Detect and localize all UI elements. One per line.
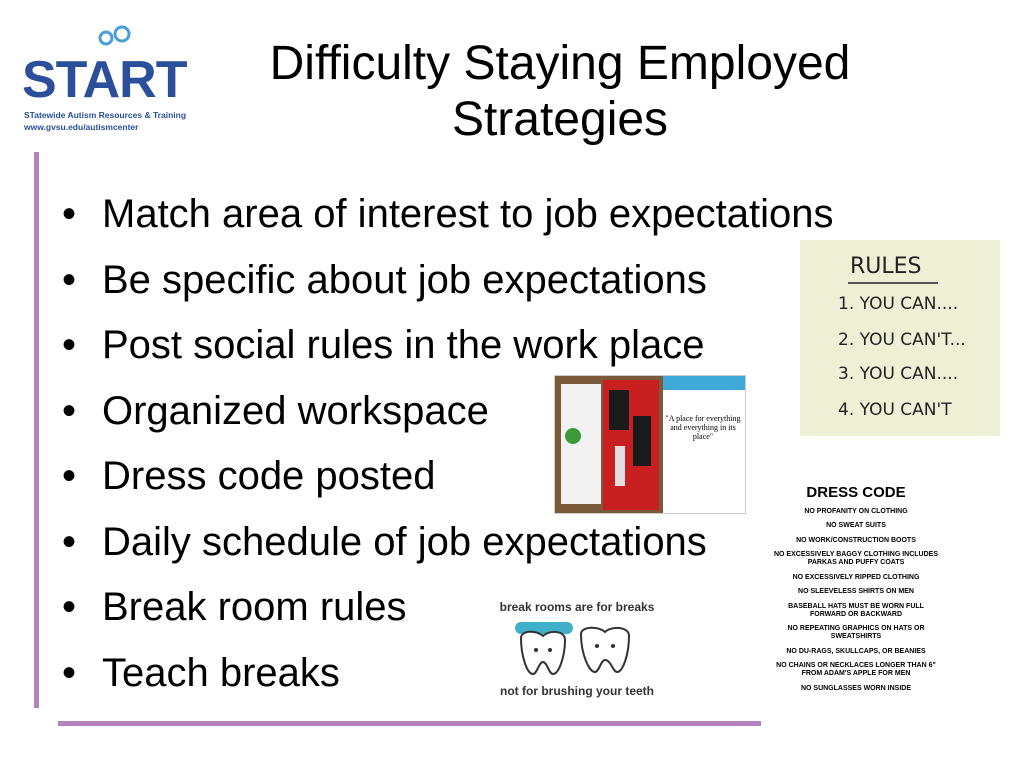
teeth-icon [507, 616, 647, 682]
horizontal-accent-bar [58, 721, 761, 726]
dress-code-rule: BASEBALL HATS MUST BE WORN FULL FORWARD OR BACKWARD [788, 602, 924, 618]
title-line-2: Strategies [451, 93, 669, 146]
organized-caption: "A place for everything and everything in its place" [665, 414, 741, 441]
dress-code-rule: NO PROFANITY ON CLOTHING [804, 507, 908, 515]
dress-code-rule: NO SLEEVELESS SHIRTS ON MEN [798, 588, 914, 595]
dress-code-rule: NO CHAINS OR NECKLACES LONGER THAN 6" FROM ADAM'S APPLE FOR MEN [776, 662, 936, 677]
vertical-accent-bar [34, 152, 39, 708]
dress-code-rule: NO SWEAT SUITS [826, 522, 886, 529]
dress-code-rule: NO REPEATING GRAPHICS ON HATS OR SWEATSHIRTS [787, 625, 925, 640]
break-room-bottom-text: not for brushing your teeth [500, 684, 654, 698]
organized-workspace-image [554, 375, 746, 514]
dress-code-poster-image [772, 480, 940, 716]
dress-code-rule: NO EXCESSIVELY BAGGY CLOTHING INCLUDES PARKAS AND PUFFY COATS [773, 551, 938, 566]
bullet-item: • Dress code posted [62, 444, 834, 510]
dress-code-rule: NO DU-RAGS, SKULLCAPS, OR BEANIES [786, 647, 926, 655]
rules-item: 4. YOU CAN'T [838, 400, 952, 420]
people-icon [96, 24, 136, 54]
dress-code-heading: DRESS CODE [806, 484, 906, 501]
rules-item: 2. YOU CAN'T... [838, 330, 966, 350]
start-logo [22, 24, 187, 132]
rules-underline [848, 282, 938, 284]
title-line-1: Difficulty Staying Employed [269, 37, 851, 90]
dress-code-rule: NO SUNGLASSES WORN INSIDE [800, 684, 912, 692]
bullet-item: • Daily schedule of job expectations [62, 510, 834, 576]
rules-heading: RULES [850, 254, 922, 279]
logo-wordmark: START [22, 51, 187, 109]
bullet-item: • Match area of interest to job expectations [62, 182, 834, 248]
cleaning-station-graphic [555, 376, 745, 513]
rules-note-image [800, 240, 1000, 436]
break-room-top-text: break rooms are for breaks [499, 600, 655, 614]
bullet-item: • Break room rules [62, 575, 834, 641]
slide-title [180, 36, 940, 148]
rules-item: 1. YOU CAN.... [838, 294, 959, 314]
dress-code-rule: NO EXCESSIVELY RIPPED CLOTHING [792, 573, 920, 581]
dress-code-rule: NO WORK/CONSTRUCTION BOOTS [796, 536, 916, 544]
bullet-item: • Be specific about job expectations [62, 248, 834, 314]
bullet-item: • Post social rules in the work place [62, 313, 834, 379]
logo-subtitle: STatewide Autism Resources & Training [24, 110, 187, 120]
bullet-item: • Organized workspace [62, 379, 834, 445]
rules-item: 3. YOU CAN.... [838, 364, 959, 384]
logo-url: www.gvsu.edu/autismcenter [24, 122, 139, 132]
break-room-image [471, 580, 683, 716]
bullet-item: • Teach breaks [62, 641, 834, 707]
